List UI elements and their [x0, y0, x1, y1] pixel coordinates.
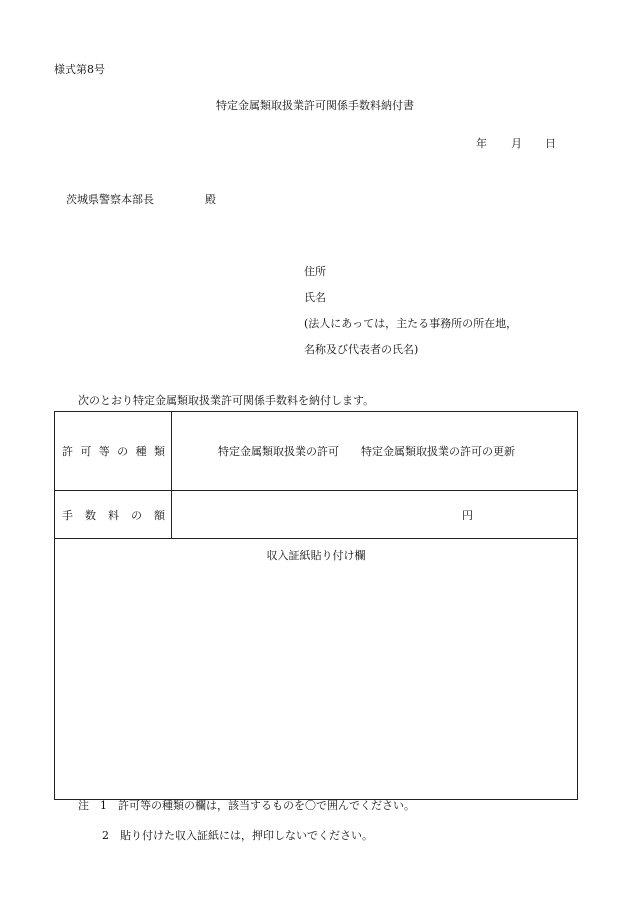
label-char: の — [131, 508, 142, 522]
option-permit-renewal[interactable]: 特定金属類取扱業の許可の更新 — [361, 445, 515, 458]
date-line — [0, 138, 630, 152]
label-char: の — [117, 445, 129, 458]
label-char: 料 — [108, 508, 119, 522]
label-char: 額 — [154, 508, 165, 522]
option-permit[interactable]: 特定金属類取扱業の許可 — [218, 445, 339, 458]
fee-amount-row — [55, 491, 578, 539]
note-1: 注 1 許可等の種類の欄は，該当するものを〇で囲んでください。 — [78, 799, 415, 812]
permit-type-row — [55, 412, 578, 491]
fee-amount-label — [55, 491, 172, 539]
fee-amount-field[interactable] — [172, 491, 578, 539]
label-char: 種 — [135, 445, 147, 458]
date-year-label: 年 — [476, 137, 487, 150]
addressee: 茨城県警察本部長 — [66, 193, 154, 206]
permit-type-label — [55, 412, 172, 491]
date-month-label: 月 — [511, 137, 522, 150]
permit-type-options — [172, 412, 578, 491]
form-number: 様式第8号 — [54, 63, 105, 76]
label-char: 数 — [85, 508, 96, 522]
label-char: 類 — [153, 445, 165, 458]
honorific: 殿 — [205, 193, 216, 206]
document-title: 特定金属類取扱業許可関係手数料納付書 — [216, 99, 414, 112]
date-day-label: 日 — [545, 137, 556, 150]
corporation-note-line-2: 名称及び代表者の氏名) — [304, 343, 419, 356]
label-char: 手 — [62, 508, 73, 522]
name-label: 氏名 — [304, 291, 326, 304]
intro-text: 次のとおり特定金属類取扱業許可関係手数料を納付します。 — [78, 394, 375, 407]
revenue-stamp-area[interactable] — [55, 539, 578, 800]
corporation-note-line-1: (法人にあっては，主たる事務所の所在地， — [304, 317, 518, 330]
stamp-row — [55, 539, 578, 800]
address-label: 住所 — [304, 265, 326, 278]
label-char: 許 — [62, 445, 73, 458]
fee-unit: 円 — [462, 508, 473, 522]
note-2: 2 貼り付けた収入証紙には，押印しないでください。 — [102, 829, 373, 842]
label-char: 等 — [98, 445, 110, 458]
stamp-area-title: 収入証紙貼り付け欄 — [266, 549, 366, 562]
label-char: 可 — [80, 445, 92, 458]
fee-form-table — [54, 411, 578, 800]
